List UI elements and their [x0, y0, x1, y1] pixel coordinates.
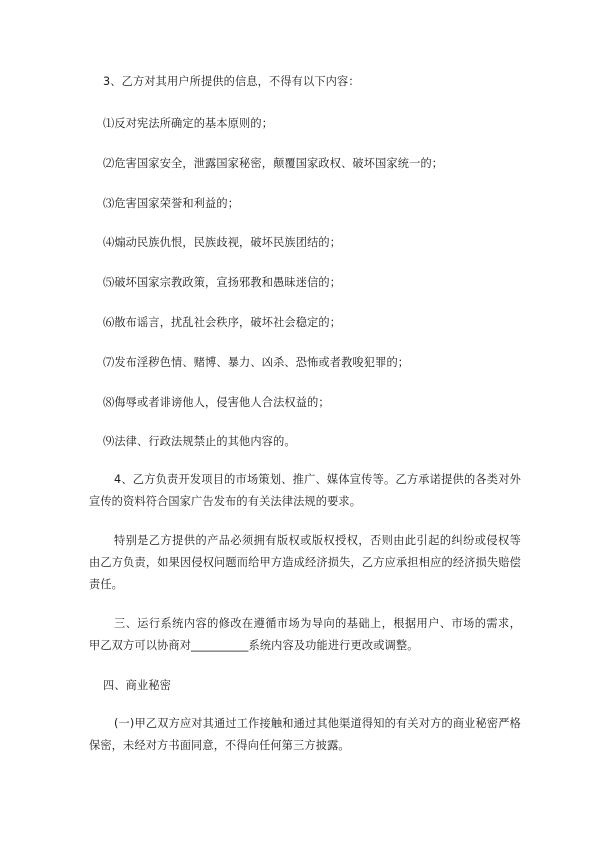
item4-paragraph: 4、乙方负责开发项目的市场策划、推广、媒体宣传等。乙方承诺提供的各类对外宣传的资料符合国家广告发布的有关法律法规的要求。: [89, 473, 521, 508]
section3-paragraph: 三、运行系统内容的修改在遵循市场为导向的基础上，根据用户、市场的需求，甲乙双方可以协商对__________系统内容及功能进行更改或调整。: [89, 617, 521, 652]
section4-clause1: (一)甲乙双方应对其通过工作接触和通过其他渠道得知的有关对方的商业秘密严格保密，未经对方书面同意，不得向任何第三方披露。: [89, 717, 521, 752]
prohibited-item-9: ⑼法律、行政法规禁止的其他内容的。: [103, 435, 296, 448]
prohibited-item-7: ⑺发布淫秽色情、赌博、暴力、凶杀、恐怖或者教唆犯罪的；: [103, 356, 410, 369]
prohibited-item-1: ⑴反对宪法所确定的基本原则的；: [103, 117, 274, 130]
special-note-paragraph: 特别是乙方提供的产品必须拥有版权或版权授权，否则由此引起的纠纷或侵权等由乙方负责，如果因侵权问题而给甲方造成经济损失，乙方应承担相应的经济损失赔偿责任。: [89, 534, 521, 591]
item3-intro: 3、乙方对其用户所提供的信息，不得有以下内容：: [103, 75, 360, 88]
prohibited-item-3: ⑶危害国家荣誉和利益的；: [103, 197, 240, 210]
section4-heading: 四、商业秘密: [103, 679, 172, 692]
prohibited-item-8: ⑻侮辱或者诽谤他人，侵害他人合法权益的；: [103, 396, 330, 409]
prohibited-item-4: ⑷煽动民族仇恨，民族歧视，破坏民族团结的；: [103, 236, 342, 249]
prohibited-item-5: ⑸破坏国家宗教政策，宣扬邪教和愚昧迷信的；: [103, 276, 342, 289]
prohibited-item-2: ⑵危害国家安全，泄露国家秘密，颠覆国家政权、破坏国家统一的；: [103, 157, 444, 170]
prohibited-item-6: ⑹散布谣言，扰乱社会秩序，破坏社会稳定的；: [103, 316, 342, 329]
